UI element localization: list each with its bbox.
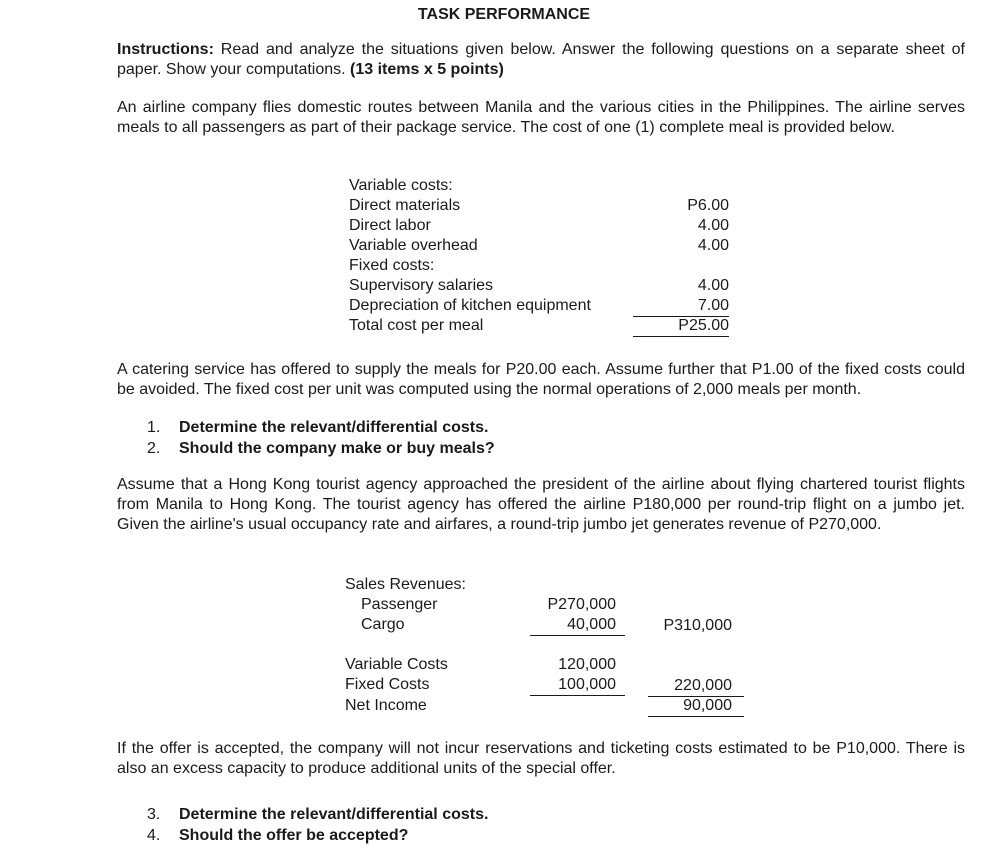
scenario-paragraph-4: If the offer is accepted, the company will not incur reservations and ticketing costs estimated to be P10,000. There is also an excess capacity to produce additional units of the special offer. bbox=[117, 740, 965, 777]
passenger-label: Passenger bbox=[361, 596, 438, 613]
net-income-cell bbox=[648, 696, 744, 717]
variable-overhead-row bbox=[349, 236, 729, 256]
variable-costs-label: Variable Costs bbox=[345, 656, 448, 673]
fixed-costs-amount: 100,000 bbox=[558, 676, 616, 693]
cargo-label: Cargo bbox=[361, 616, 405, 633]
question-text: Determine the relevant/differential costs. bbox=[179, 419, 489, 436]
direct-labor-row bbox=[349, 216, 729, 236]
net-income-amount: 90,000 bbox=[683, 697, 732, 714]
row-amount: 4.00 bbox=[697, 217, 729, 234]
cargo-amount-cell bbox=[530, 615, 625, 636]
question-text: Should the offer be accepted? bbox=[179, 827, 409, 844]
passenger-amount: P270,000 bbox=[547, 596, 616, 613]
row-label: Variable overhead bbox=[349, 237, 478, 254]
row-amount: P6.00 bbox=[687, 197, 729, 214]
fixed-costs-label: Fixed Costs bbox=[345, 676, 430, 693]
row-label: Supervisory salaries bbox=[349, 277, 494, 294]
fixed-costs-amount-cell bbox=[530, 675, 625, 696]
costs-total-cell bbox=[648, 676, 744, 697]
row-label: Total cost per meal bbox=[349, 317, 484, 334]
cargo-amount: 40,000 bbox=[567, 616, 616, 633]
row-amount: 4.00 bbox=[697, 237, 729, 254]
row-label: Direct materials bbox=[349, 197, 461, 214]
row-amount: 7.00 bbox=[697, 297, 729, 314]
variable-costs-header: Variable costs: bbox=[349, 177, 453, 194]
supervisory-salaries-row bbox=[349, 276, 729, 296]
row-label: Depreciation of kitchen equipment bbox=[349, 297, 591, 314]
question-number: 3. bbox=[147, 806, 161, 823]
question-number: 2. bbox=[147, 440, 161, 457]
scenario-paragraph-2: A catering service has offered to supply the meals for P20.00 each. Assume further that P1.00 of the fixed costs could be avoided. The fixed cost per unit was computed using the normal operations of 2,000 meals per month. bbox=[117, 361, 965, 398]
instructions-label: Instructions: bbox=[117, 41, 214, 58]
row-amount: 4.00 bbox=[697, 277, 729, 294]
costs-total: 220,000 bbox=[674, 677, 732, 694]
scenario-paragraph-3: Assume that a Hong Kong tourist agency approached the president of the airline about flying chartered tourist flights from Manila to Hong Kong. The tourist agency has offered the airline P180,000 per round-trip flight on a jumbo jet. Given the airline's usual occupancy rate and airfares, a round-trip jumbo jet generates revenue of P270,000. bbox=[117, 476, 965, 533]
sales-total: P310,000 bbox=[663, 617, 732, 634]
scenario-paragraph-1: An airline company flies domestic routes between Manila and the various cities in the Philippines. The airline serves meals to all passengers as part of their package service. The cost of one (1) complete meal is provided below. bbox=[117, 99, 965, 136]
page-title: TASK PERFORMANCE bbox=[417, 6, 591, 23]
depreciation-amount-cell bbox=[633, 296, 729, 317]
instructions-points: (13 items x 5 points) bbox=[350, 61, 504, 78]
question-number: 1. bbox=[147, 419, 161, 436]
net-income-label: Net Income bbox=[345, 697, 427, 714]
row-label: Direct labor bbox=[349, 217, 431, 234]
instructions-paragraph bbox=[117, 40, 965, 80]
question-number: 4. bbox=[147, 827, 161, 844]
direct-materials-row bbox=[349, 196, 729, 216]
variable-costs-amount: 120,000 bbox=[558, 656, 616, 673]
fixed-costs-header: Fixed costs: bbox=[349, 257, 435, 274]
row-amount: P25.00 bbox=[678, 317, 729, 334]
question-text: Determine the relevant/differential costs. bbox=[179, 806, 489, 823]
instructions-text: Read and analyze the situations given below. Answer the following questions on a separate sheet of paper. Show your computations. bbox=[117, 41, 965, 78]
sales-revenues-header: Sales Revenues: bbox=[345, 576, 466, 593]
question-text: Should the company make or buy meals? bbox=[179, 440, 495, 457]
total-amount-cell bbox=[633, 316, 729, 337]
